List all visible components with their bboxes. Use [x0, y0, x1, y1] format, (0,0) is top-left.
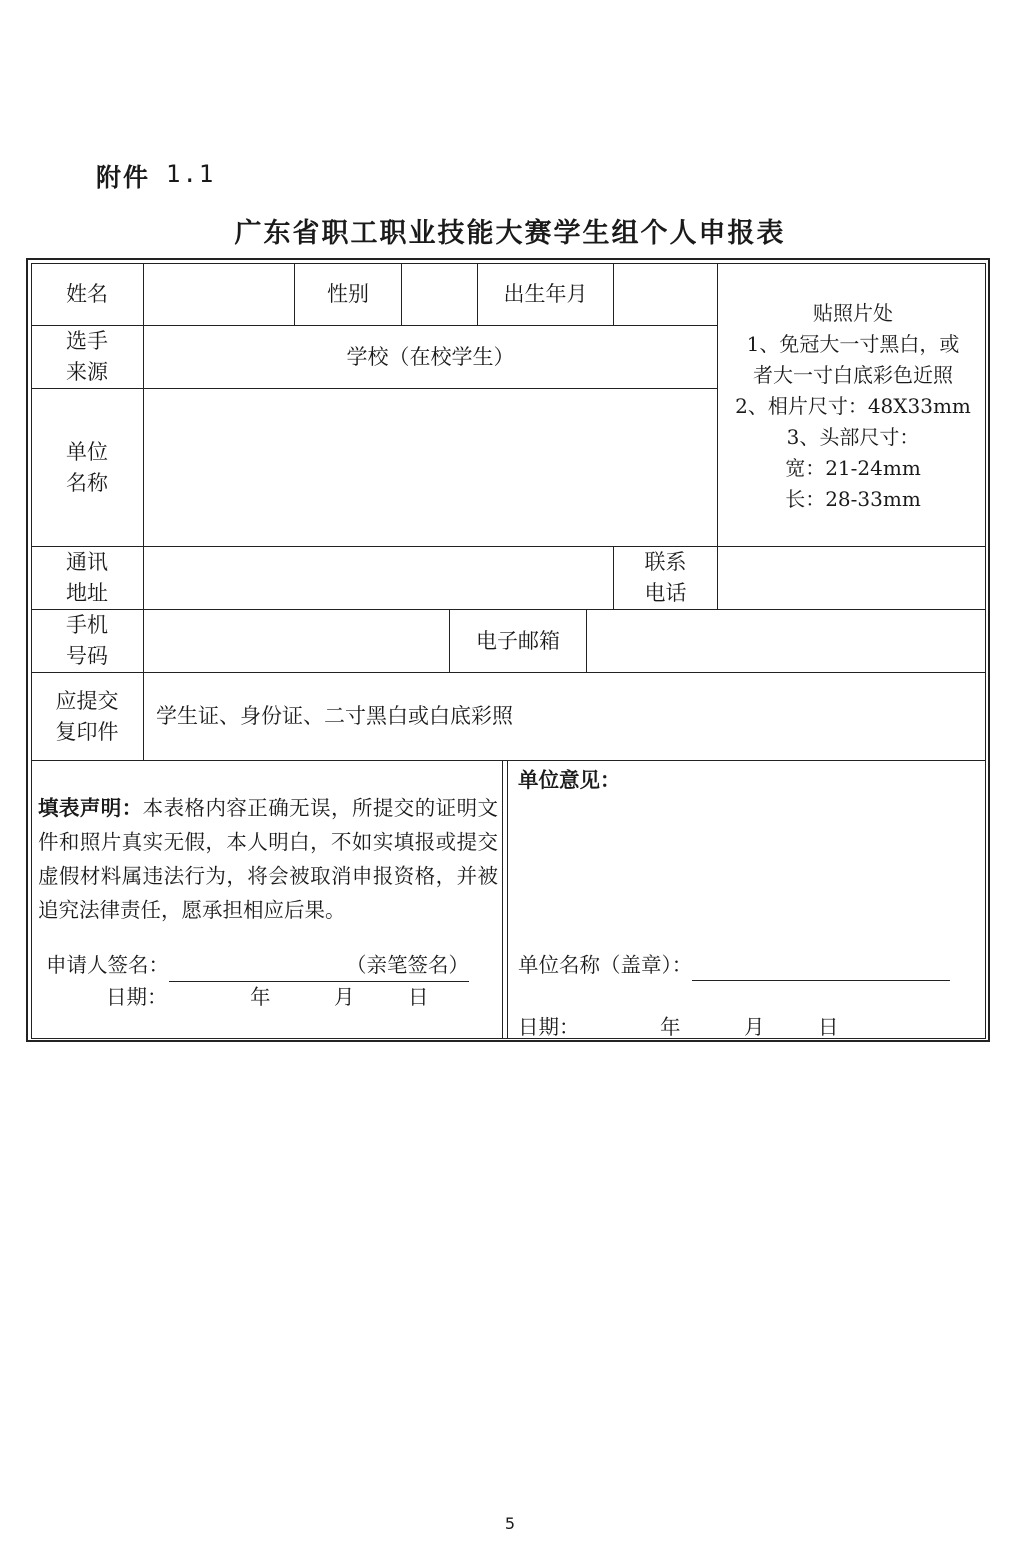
photo-instruction-line: 1、免冠大一寸黑白，或 — [746, 332, 960, 356]
signature-row — [46, 949, 469, 982]
signature-line[interactable] — [169, 949, 469, 982]
signature-label: 申请人签名： — [46, 953, 169, 977]
unit-field[interactable] — [144, 389, 717, 546]
source-label-line: 选手 — [66, 329, 108, 353]
attachment-number: 1.1 — [166, 160, 216, 188]
unit-stamp-label: 单位名称（盖章）： — [518, 953, 693, 977]
phone-label — [614, 547, 717, 609]
address-field[interactable] — [144, 547, 613, 609]
photo-placeholder — [722, 298, 984, 515]
photo-title: 贴照片处 — [813, 301, 893, 325]
unit-label-line: 名称 — [66, 470, 108, 495]
date-month: 月 — [334, 985, 355, 1009]
declaration-text — [38, 791, 498, 927]
photo-instruction-line: 宽：21-24mm — [785, 456, 921, 480]
declaration-heading: 填表声明： — [38, 796, 143, 820]
phone-label-line: 联系 — [644, 550, 687, 574]
unit-date-day: 日 — [818, 1015, 839, 1039]
unit-date-label: 日期： — [518, 1015, 580, 1039]
birth-field[interactable] — [614, 264, 717, 325]
attachment-label: 附件 — [96, 163, 151, 192]
unit-opinion-heading: 单位意见： — [518, 768, 621, 792]
mobile-field[interactable] — [144, 610, 449, 672]
date-label: 日期： — [106, 985, 168, 1009]
photo-instruction-line: 长：28-33mm — [785, 487, 921, 511]
source-label — [31, 326, 143, 388]
mobile-label — [31, 610, 143, 672]
date-year: 年 — [250, 985, 271, 1009]
copies-label-line: 复印件 — [55, 719, 119, 744]
declaration-body: 本表格内容正确无误，所提交的证明文件和照片真实无假，本人明白，不如实填报或提交虚假材料属违法行为，将会被取消申报资格，并被追究法律责任，愿承担相应后果。 — [38, 796, 499, 922]
address-label-line: 通讯 — [66, 550, 108, 574]
phone-field[interactable] — [718, 547, 985, 609]
gender-field[interactable] — [402, 264, 477, 325]
unit-stamp-row — [518, 949, 950, 981]
unit-label — [31, 389, 143, 546]
email-field[interactable] — [587, 610, 985, 672]
name-field[interactable] — [144, 264, 294, 325]
copies-label — [31, 673, 143, 760]
gender-label: 性别 — [327, 282, 369, 306]
unit-date-year: 年 — [660, 1015, 681, 1039]
unit-stamp-line[interactable] — [692, 956, 950, 981]
page-number: 5 — [504, 1514, 516, 1533]
document-title: 广东省职工职业技能大赛学生组个人申报表 — [234, 218, 786, 249]
birth-label: 出生年月 — [503, 282, 588, 306]
copies-value: 学生证、身份证、二寸黑白或白底彩照 — [156, 704, 513, 728]
photo-instruction-line: 3、头部尺寸： — [786, 425, 920, 449]
unit-date-month: 月 — [744, 1015, 765, 1039]
photo-instruction-line: 2、相片尺寸：48X33mm — [735, 394, 971, 418]
mobile-label-line: 手机 — [66, 613, 108, 637]
unit-label-line: 单位 — [66, 439, 108, 464]
address-label — [31, 547, 143, 609]
date-day: 日 — [408, 985, 429, 1009]
address-label-line: 地址 — [66, 581, 108, 605]
source-label-line: 来源 — [66, 360, 108, 384]
applicant-date-row — [106, 981, 168, 1013]
email-label: 电子邮箱 — [476, 628, 560, 653]
copies-label-line: 应提交 — [55, 688, 119, 713]
signature-hint: （亲笔签名） — [346, 953, 469, 977]
source-value: 学校（在校学生） — [346, 344, 515, 369]
name-label: 姓名 — [66, 282, 108, 306]
phone-label-line: 电话 — [644, 581, 687, 605]
photo-instruction-line: 者大一寸白底彩色近照 — [753, 363, 953, 387]
mobile-label-line: 号码 — [66, 644, 108, 668]
